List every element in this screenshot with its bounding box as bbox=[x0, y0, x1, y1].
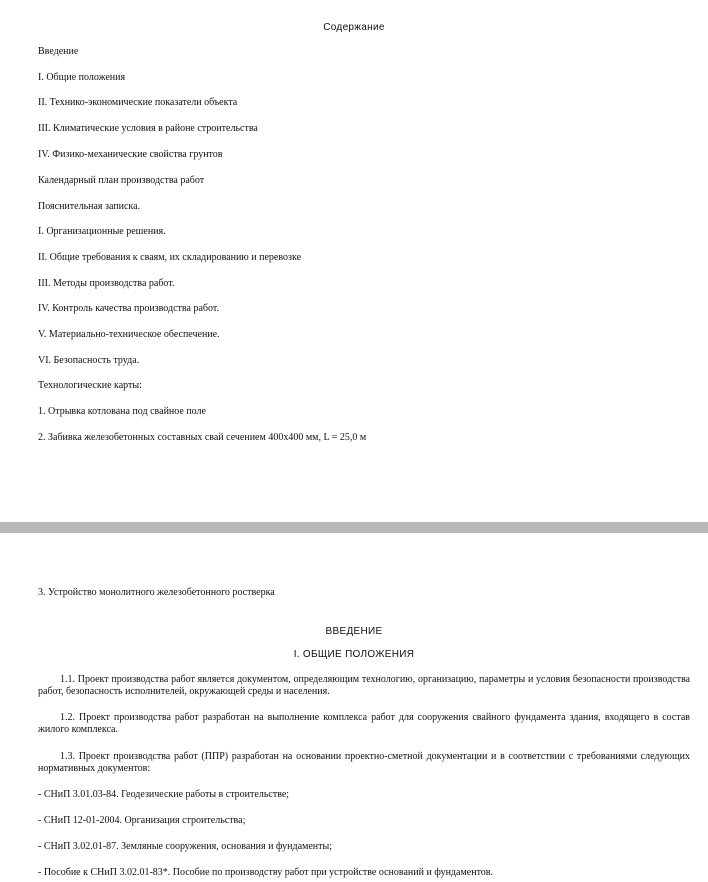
section-heading: I. ОБЩИЕ ПОЛОЖЕНИЯ bbox=[293, 649, 415, 660]
toc-item: II. Общие требования к сваям, их складированию и перевозке bbox=[38, 252, 302, 263]
toc-item: III. Климатические условия в районе строительства bbox=[38, 123, 258, 134]
toc-item: IV. Контроль качества производства работ. bbox=[38, 303, 219, 314]
norm-list-item: - Пособие к СНиП 3.02.01-83*. Пособие по производству работ при устройстве оснований и фундаментов. bbox=[38, 867, 494, 878]
toc-item: II. Технико-экономические показатели объекта bbox=[38, 97, 238, 108]
toc-item: III. Методы производства работ. bbox=[38, 278, 175, 289]
norm-list-item: - СНиП 3.02.01-87. Земляные сооружения, основания и фундаменты; bbox=[38, 841, 333, 852]
norm-list-item: - СНиП 3.01.03-84. Геодезические работы в строительстве; bbox=[38, 789, 290, 800]
toc-item: IV. Физико-механические свойства грунтов bbox=[38, 149, 223, 160]
toc-item: Пояснительная записка. bbox=[38, 201, 141, 212]
document-page-2 bbox=[0, 533, 708, 882]
toc-item: 1. Отрывка котлована под свайное поле bbox=[38, 406, 206, 417]
toc-item: 3. Устройство монолитного железобетонного ростверка bbox=[38, 587, 275, 598]
toc-item: Введение bbox=[38, 46, 79, 57]
intro-heading: ВВЕДЕНИЕ bbox=[325, 626, 383, 637]
toc-item: 2. Забивка железобетонных составных свай сечением 400х400 мм, L = 25,0 м bbox=[38, 432, 367, 443]
toc-item: V. Материально-техническое обеспечение. bbox=[38, 329, 220, 340]
norm-list-item: - СНиП 12-01-2004. Организация строительства; bbox=[38, 815, 246, 826]
toc-item: I. Организационные решения. bbox=[38, 226, 166, 237]
page-break-separator bbox=[0, 522, 708, 533]
toc-item: VI. Безопасность труда. bbox=[38, 355, 140, 366]
toc-title: Содержание bbox=[323, 22, 385, 33]
toc-item: Календарный план производства работ bbox=[38, 175, 205, 186]
body-paragraph: 1.2. Проект производства работ разработан на выполнение комплекса работ для сооружения свайного фундамента здания, входящего в состав жилого комплекса. bbox=[38, 712, 690, 735]
body-paragraph: 1.3. Проект производства работ (ППР) разработан на основании проектно-сметной документации и в соответствии с требованиями следующих нормативных документов: bbox=[38, 751, 690, 774]
toc-item: I. Общие положения bbox=[38, 72, 126, 83]
toc-item: Технологические карты: bbox=[38, 380, 142, 391]
body-paragraph: 1.1. Проект производства работ является документом, определяющим технологию, организацию, параметры и условия безопасности производства работ, безопасность исполнителей, окружающей среды и населения. bbox=[38, 674, 690, 697]
